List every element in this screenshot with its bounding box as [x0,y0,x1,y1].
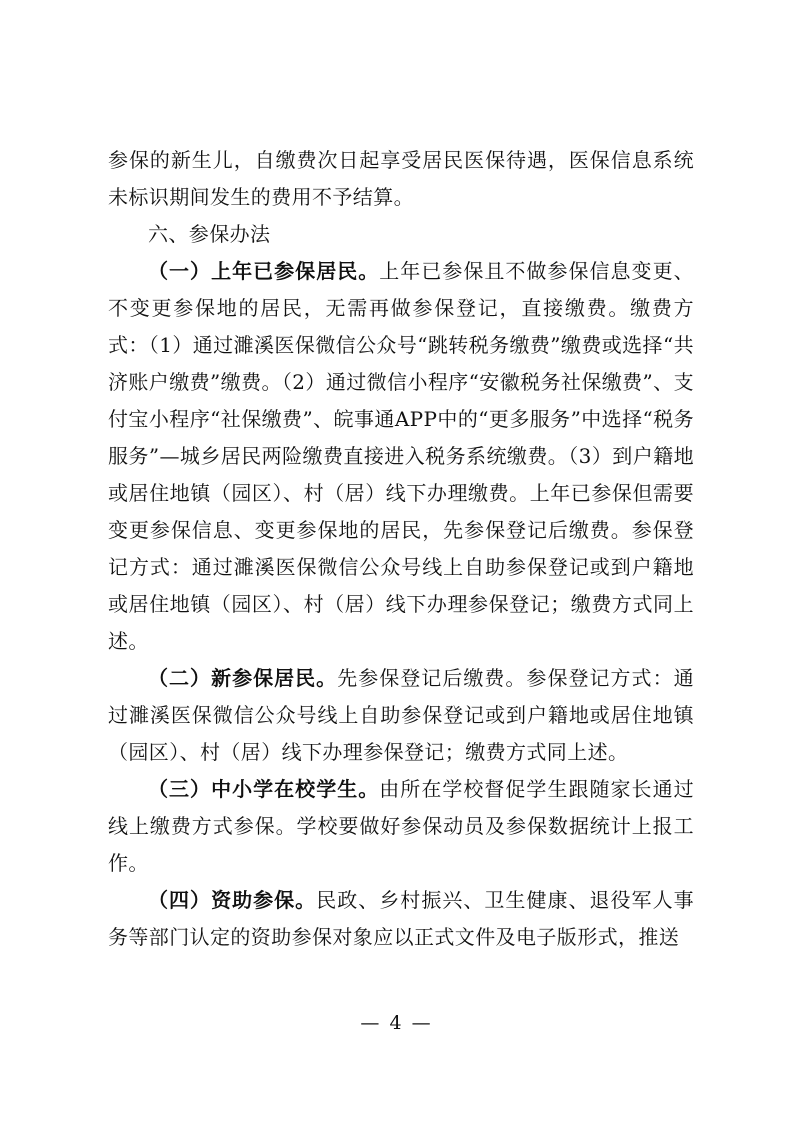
paragraph-lead: （二）新参保居民。 [148,666,338,690]
paragraph-new-residents [108,660,694,771]
paragraph-lead: （三）中小学在校学生。 [148,777,380,801]
paragraph-text: 先参保登记后缴费。参保登记方式：通过濉溪医保微信公众号线上自助参保登记或到户籍地或居住地镇（园区）、村（居）线下办理参保登记；缴费方式同上述。 [108,666,694,764]
document-body [108,142,694,956]
paragraph-lead: （一）上年已参保居民。 [148,259,380,283]
intro-paragraph: 参保的新生儿，自缴费次日起享受居民医保待遇，医保信息系统未标识期间发生的费用不予结算。 [108,148,694,209]
paragraph-existing-residents [108,253,694,660]
page-number: — 4 — [360,1012,433,1034]
paragraph-text: 由所在学校督促学生跟随家长通过线上缴费方式参保。学校要做好参保动员及参保数据统计上报工作。 [108,777,694,875]
paragraph-students [108,771,694,882]
paragraph-text: 上年已参保且不做参保信息变更、不变更参保地的居民，无需再做参保登记，直接缴费。缴费方式：（1）通过濉溪医保微信公众号“跳转税务缴费”缴费或选择“共济账户缴费”缴费。（2）通过微信小程序“安徽税务社保缴费”、支付宝小程序“社保缴费”、皖事通APP中的“更多服务”中选择“税务服务”—城乡居民两险缴费直接进入税务系统缴费。（3）到户籍地或居住地镇（园区）、村（居）线下办理缴费。上年已参保但需要变更参保信息、变更参保地的居民，先参保登记后缴费。参保登记方式：通过濉溪医保微信公众号线上自助参保登记或到户籍地或居住地镇（园区）、村（居）线下办理参保登记；缴费方式同上述。 [108,259,694,653]
paragraph-subsidized [108,882,694,956]
paragraph-lead: （四）资助参保。 [148,888,317,912]
section-heading: 六、参保办法 [148,222,271,246]
paragraph-text: 民政、乡村振兴、卫生健康、退役军人事务等部门认定的资助参保对象应以正式文件及电子版形式，推送 [108,888,695,949]
